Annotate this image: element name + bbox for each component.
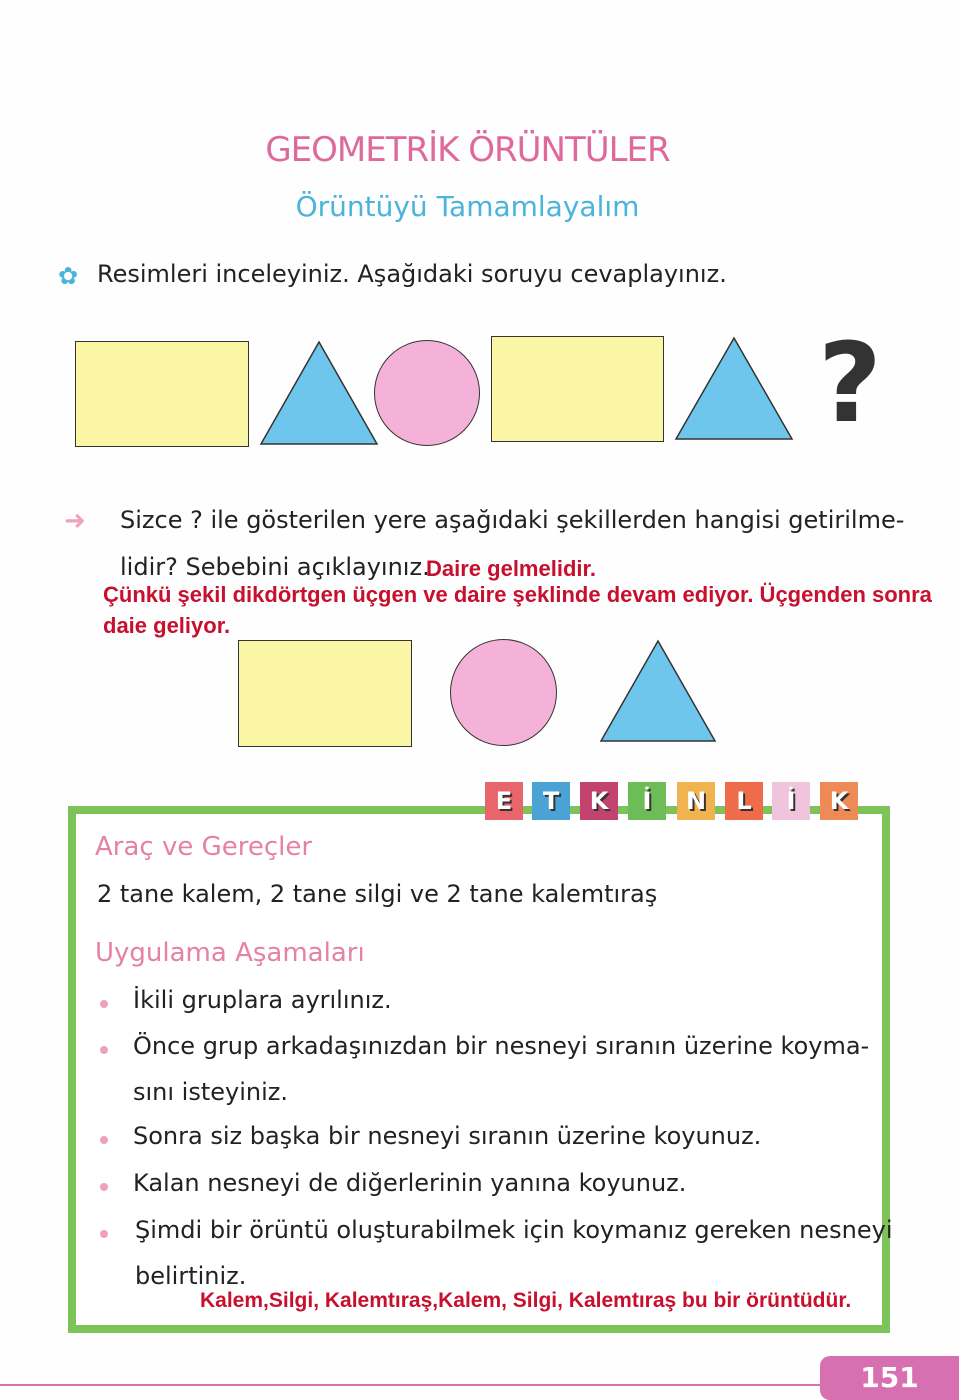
banner-letter-tile: E (485, 782, 523, 820)
page-title: GEOMETRİK ÖRÜNTÜLER (265, 130, 670, 170)
pattern-circle (374, 340, 480, 446)
pattern-triangle (260, 341, 378, 445)
option-rectangle (238, 640, 412, 747)
banner-letter-tile: İ (772, 782, 810, 820)
materials-heading: Araç ve Gereçler (95, 832, 313, 862)
pattern-triangle (675, 337, 793, 440)
step-5-cont: belirtiniz. (135, 1262, 247, 1290)
step-5: Şimdi bir örüntü oluşturabilmek için koymanız gereken nesneyi (135, 1216, 893, 1244)
banner-letter-tile: N (677, 782, 715, 820)
step-4: Kalan nesneyi de diğerlerinin yanına koyunuz. (133, 1169, 687, 1197)
bullet-icon (100, 1046, 108, 1054)
step-2-cont: sını isteyiniz. (133, 1078, 289, 1106)
pattern-rectangle (491, 336, 664, 442)
flower-icon: ✿ (58, 262, 79, 290)
step-1: İkili gruplara ayrılınız. (133, 986, 392, 1014)
banner-letter-tile: K (820, 782, 858, 820)
arrow-icon: ➜ (64, 506, 86, 536)
answer-inline: Daire gelmelidir. (426, 556, 596, 581)
bullet-icon (100, 1230, 108, 1238)
banner-letter-tile: L (725, 782, 763, 820)
page-number: 151 (820, 1356, 959, 1400)
footer-line (0, 1384, 820, 1386)
answer-line-3: daie geliyor. (103, 613, 231, 638)
banner-letter-tile: İ (628, 782, 666, 820)
activity-answer: Kalem,Silgi, Kalemtıraş,Kalem, Silgi, Kalemtıraş bu bir örüntüdür. (200, 1289, 852, 1312)
page-subtitle: Örüntüyü Tamamlayalım (295, 190, 640, 223)
bullet-icon (100, 1183, 108, 1191)
question-line-1: Sizce ? ile gösterilen yere aşağıdaki şekillerden hangisi getirilme- (120, 506, 905, 534)
instruction-text: Resimleri inceleyiniz. Aşağıdaki soruyu cevaplayınız. (97, 260, 727, 288)
bullet-icon (100, 1000, 108, 1008)
answer-line-2: Çünkü şekil dikdörtgen üçgen ve daire şeklinde devam ediyor. Üçgenden sonra (103, 582, 932, 607)
question-mark: ? (818, 319, 882, 447)
banner-letter-tile: K (580, 782, 618, 820)
materials-text: 2 tane kalem, 2 tane silgi ve 2 tane kalemtıraş (97, 880, 658, 908)
question-line-2: lidir? Sebebini açıklayınız. (120, 553, 430, 581)
option-circle (450, 639, 557, 746)
banner-letter-tile: T (532, 782, 570, 820)
step-2: Önce grup arkadaşınızdan bir nesneyi sıranın üzerine koyma- (133, 1032, 870, 1060)
pattern-rectangle (75, 341, 249, 447)
steps-heading: Uygulama Aşamaları (95, 938, 365, 968)
step-3: Sonra siz başka bir nesneyi sıranın üzerine koyunuz. (133, 1122, 762, 1150)
option-triangle (600, 640, 716, 742)
bullet-icon (100, 1136, 108, 1144)
